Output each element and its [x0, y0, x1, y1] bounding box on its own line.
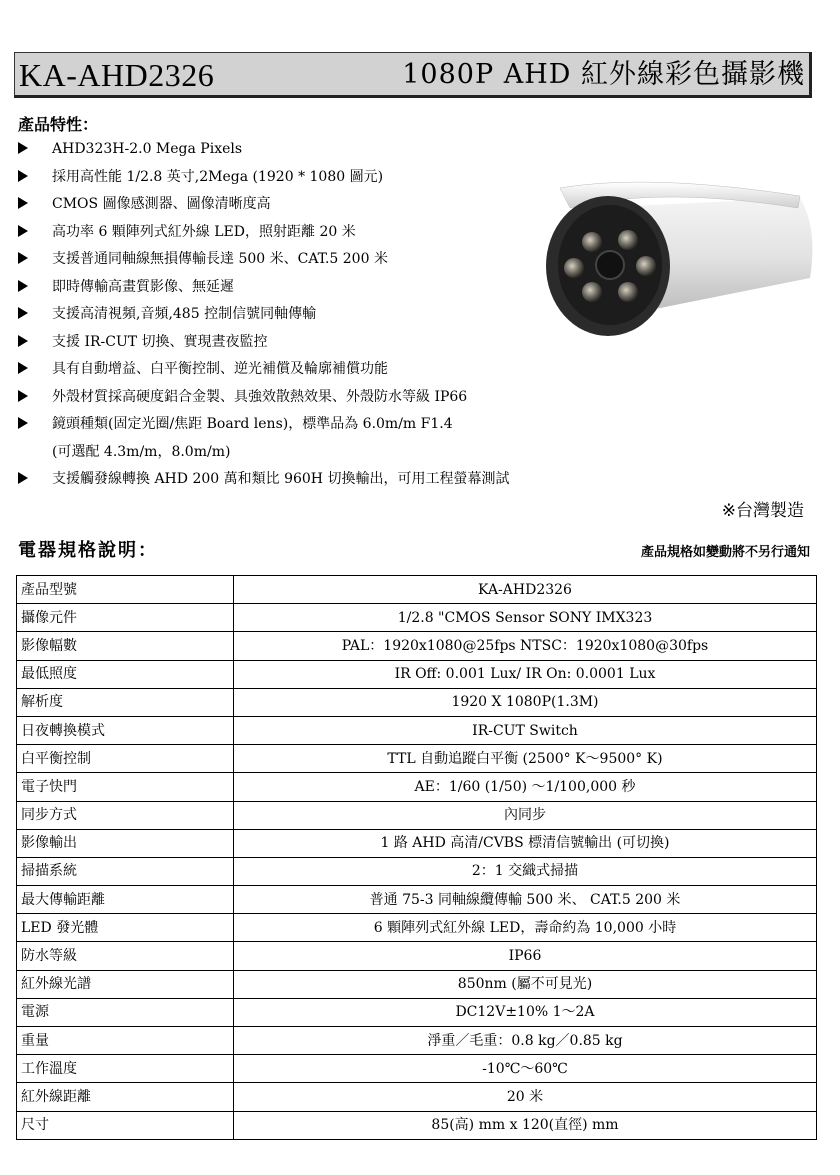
bullet-arrow-icon: [18, 252, 28, 264]
feature-text: AHD323H-2.0 Mega Pixels: [52, 141, 243, 157]
bullet-arrow-icon: [18, 472, 28, 484]
product-model-title: KA-AHD2326: [19, 57, 215, 93]
spec-row: [17, 914, 817, 942]
feature-item: [18, 248, 618, 276]
spec-row: [17, 604, 817, 632]
spec-row: [17, 801, 817, 829]
spec-row: [17, 1055, 817, 1083]
bullet-arrow-icon: [18, 307, 28, 319]
spec-label: 影像輸出: [17, 829, 234, 857]
spec-row: [17, 745, 817, 773]
feature-text: 支援高清視頻,音頻,485 控制信號同軸傳輸: [52, 306, 317, 322]
spec-value: 20 米: [234, 1083, 817, 1111]
feature-text: 外殼材質採高硬度鋁合金製、具強效散熱效果、外殼防水等級 IP66: [52, 388, 468, 405]
spec-value: 淨重／毛重：0.8 kg／0.85 kg: [234, 1027, 817, 1055]
bullet-arrow-icon: [18, 417, 28, 429]
spec-heading: 電器規格說明：: [18, 540, 158, 561]
feature-item: [18, 331, 618, 359]
feature-text: 即時傳輸高畫質影像、無延遲: [52, 278, 234, 295]
features-heading: 產品特性：: [18, 115, 99, 134]
spec-row: [17, 942, 817, 970]
feature-text: CMOS 圖像感測器、圖像清晰度高: [52, 196, 271, 212]
feature-item: [18, 138, 618, 166]
feature-list: [18, 138, 618, 496]
bullet-arrow-icon: [18, 390, 28, 402]
spec-label: 解析度: [17, 688, 234, 716]
spec-label: 電源: [17, 998, 234, 1026]
feature-text: 鏡頭種類(固定光圈/焦距 Board lens)，標準品為 6.0m/m F1.4: [52, 416, 453, 432]
spec-label: 日夜轉換模式: [17, 716, 234, 744]
spec-row: [17, 886, 817, 914]
feature-text: 高功率 6 顆陣列式紅外線 LED，照射距離 20 米: [52, 223, 356, 240]
feature-item: [18, 413, 618, 441]
spec-value: IR-CUT Switch: [234, 716, 817, 744]
spec-label: 同步方式: [17, 801, 234, 829]
spec-value: PAL：1920x1080@25fps NTSC：1920x1080@30fps: [234, 632, 817, 660]
spec-row: [17, 970, 817, 998]
bullet-arrow-icon: [18, 280, 28, 292]
spec-value: KA-AHD2326: [234, 576, 817, 604]
spec-row: [17, 660, 817, 688]
spec-label: 最低照度: [17, 660, 234, 688]
spec-table: [16, 575, 817, 1140]
spec-row: [17, 576, 817, 604]
spec-label: LED 發光體: [17, 914, 234, 942]
feature-item: [18, 468, 618, 496]
spec-row: [17, 1083, 817, 1111]
feature-text: 支援 IR-CUT 切換、實現晝夜監控: [52, 333, 268, 350]
spec-change-notice: 產品規格如變動將不另行通知: [640, 545, 810, 560]
spec-row: [17, 1027, 817, 1055]
made-in-taiwan-label: ※台灣製造: [721, 501, 804, 521]
spec-row: [17, 688, 817, 716]
feature-item: [18, 193, 618, 221]
camera-image: [530, 168, 820, 338]
spec-label: 重量: [17, 1027, 234, 1055]
spec-label: 影像幅數: [17, 632, 234, 660]
feature-item: [18, 441, 618, 469]
spec-label: 白平衡控制: [17, 745, 234, 773]
feature-item: [18, 166, 618, 194]
spec-value: AE：1/60 (1/50) ～1/100,000 秒: [234, 773, 817, 801]
spec-label: 尺寸: [17, 1111, 234, 1139]
spec-row: [17, 829, 817, 857]
spec-row: [17, 773, 817, 801]
spec-value: 普通 75-3 同軸線纜傳輸 500 米、 CAT.5 200 米: [234, 886, 817, 914]
feature-item: [18, 276, 618, 304]
spec-value: 6 顆陣列式紅外線 LED，壽命約為 10,000 小時: [234, 914, 817, 942]
feature-item: [18, 221, 618, 249]
spec-value: DC12V±10% 1～2A: [234, 998, 817, 1026]
spec-label: 產品型號: [17, 576, 234, 604]
spec-value: 內同步: [234, 801, 817, 829]
spec-row: [17, 998, 817, 1026]
spec-value: -10℃～60℃: [234, 1055, 817, 1083]
spec-label: 防水等級: [17, 942, 234, 970]
spec-label: 電子快門: [17, 773, 234, 801]
spec-value: 850nm (屬不可見光): [234, 970, 817, 998]
spec-row: [17, 1111, 817, 1139]
feature-item: [18, 303, 618, 331]
spec-row: [17, 632, 817, 660]
feature-text: 採用高性能 1/2.8 英寸,2Mega (1920 * 1080 圖元): [52, 168, 384, 185]
spec-label: 紅外線光譜: [17, 970, 234, 998]
spec-value: IR Off: 0.001 Lux/ IR On: 0.0001 Lux: [234, 660, 817, 688]
bullet-arrow-icon: [18, 197, 28, 209]
spec-value: 1920 X 1080P(1.3M): [234, 688, 817, 716]
spec-value: 85(高) mm x 120(直徑) mm: [234, 1111, 817, 1139]
feature-text: (可選配 4.3m/m，8.0m/m): [52, 443, 231, 460]
product-description-title: 1080P AHD 紅外線彩色攝影機: [402, 59, 805, 90]
feature-item: [18, 358, 618, 386]
spec-row: [17, 716, 817, 744]
spec-value: 1/2.8 "CMOS Sensor SONY IMX323: [234, 604, 817, 632]
feature-text: 支援普通同軸線無損傳輸長達 500 米、CAT.5 200 米: [52, 251, 388, 267]
spec-label: 攝像元件: [17, 604, 234, 632]
spec-value: 2：1 交織式掃描: [234, 857, 817, 885]
title-bar: [14, 52, 812, 98]
feature-text: 支援觸發線轉換 AHD 200 萬和類比 960H 切換輸出，可用工程螢幕測試: [52, 471, 510, 487]
spec-row: [17, 857, 817, 885]
spec-label: 紅外線距離: [17, 1083, 234, 1111]
bullet-arrow-icon: [18, 362, 28, 374]
feature-text: 具有自動增益、白平衡控制、逆光補償及輪廓補償功能: [52, 361, 388, 377]
spec-label: 工作溫度: [17, 1055, 234, 1083]
bullet-arrow-icon: [18, 225, 28, 237]
spec-label: 掃描系統: [17, 857, 234, 885]
feature-item: [18, 386, 618, 414]
spec-label: 最大傳輸距離: [17, 886, 234, 914]
spec-value: 1 路 AHD 高清/CVBS 標清信號輸出 (可切換): [234, 829, 817, 857]
spec-value: IP66: [234, 942, 817, 970]
spec-value: TTL 自動追蹤白平衡 (2500° K～9500° K): [234, 745, 817, 773]
bullet-arrow-icon: [18, 335, 28, 347]
bullet-arrow-icon: [18, 142, 28, 154]
bullet-arrow-icon: [18, 170, 28, 182]
